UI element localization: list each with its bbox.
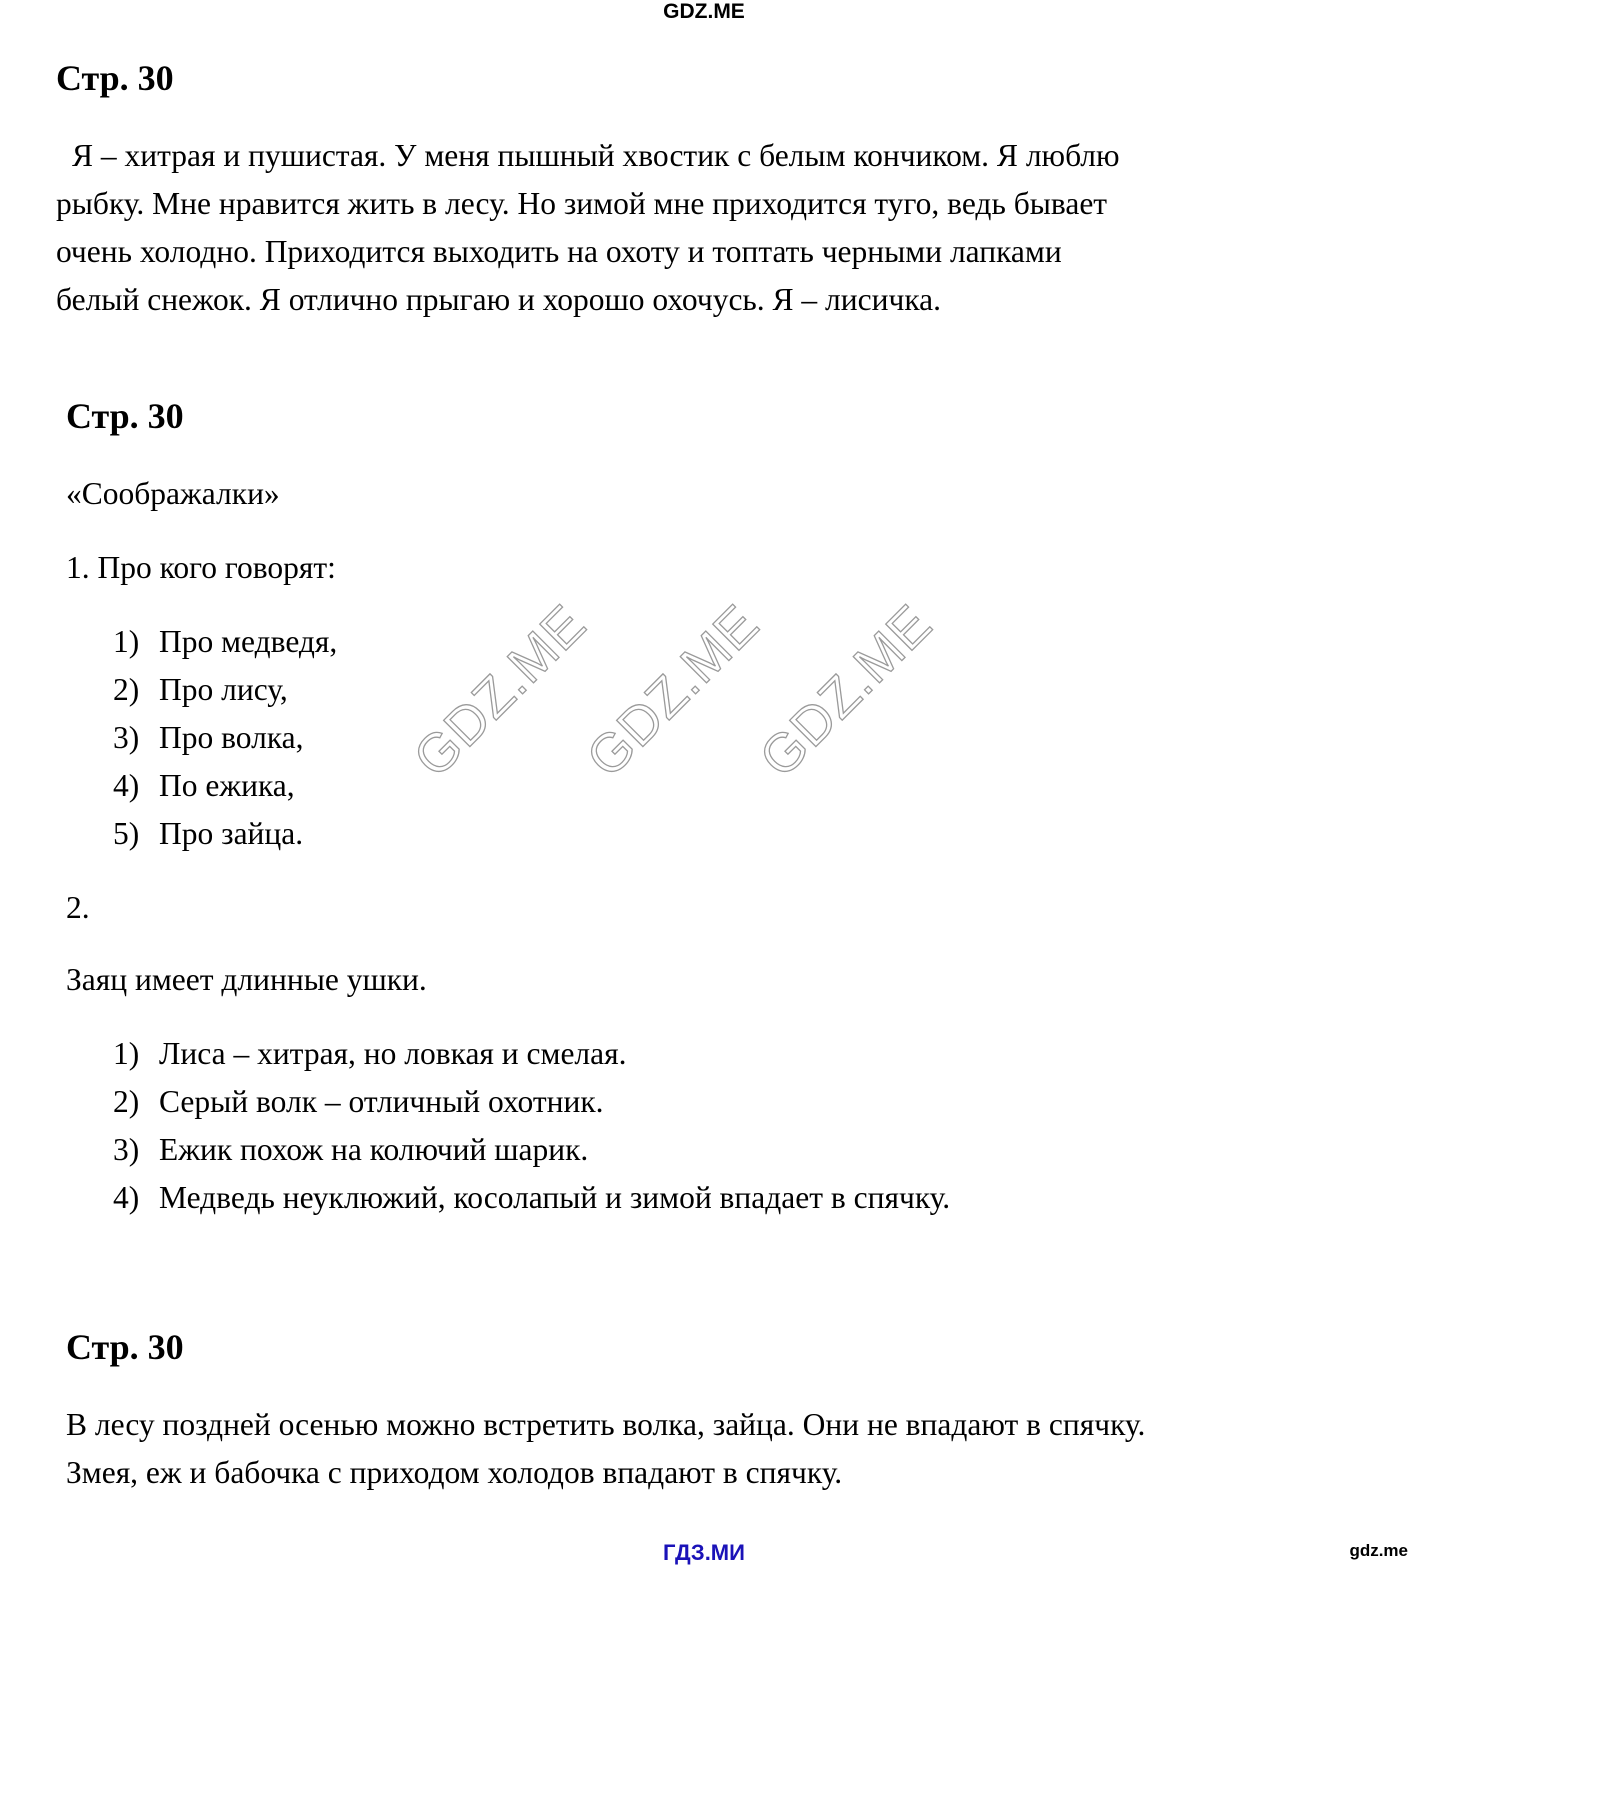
task-1-label: 1. Про кого говорят: <box>66 550 336 585</box>
list-item-number: 1) <box>113 624 140 659</box>
paragraph-line: белый снежок. Я отлично прыгаю и хорошо охочусь. Я – лисичка. <box>56 282 941 317</box>
list-item-text: Про зайца. <box>159 816 304 851</box>
watermark-text: GDZ.ME <box>748 593 944 789</box>
list-item-text: Лиса – хитрая, но ловкая и смелая. <box>159 1036 627 1071</box>
list-item-text: Ежик похож на колючий шарик. <box>159 1132 589 1167</box>
list-item-number: 1) <box>113 1036 140 1071</box>
section-3-heading: Стр. 30 <box>66 1327 184 1367</box>
paragraph-line: очень холодно. Приходится выходить на охоту и топтать черными лапками <box>56 234 1062 269</box>
list-item-number: 2) <box>113 672 140 707</box>
task-2-list <box>113 1030 950 1222</box>
section-1-paragraph <box>56 132 1356 324</box>
list-item-text: Про медведя, <box>159 624 338 659</box>
paragraph-line: В лесу поздней осенью можно встретить волка, зайца. Они не впадают в спячку. <box>66 1407 1146 1442</box>
section-3-paragraph <box>66 1401 1386 1497</box>
list-item-number: 4) <box>113 768 140 803</box>
list-item <box>113 666 337 714</box>
list-item-number: 3) <box>113 1132 140 1167</box>
list-item-text: Про волка, <box>159 720 304 755</box>
section-1-heading: Стр. 30 <box>56 58 174 98</box>
list-item <box>113 1078 950 1126</box>
list-item <box>113 618 337 666</box>
watermark-text: GDZ.ME <box>402 593 598 789</box>
list-item-number: 5) <box>113 816 140 851</box>
list-item-text: Серый волк – отличный охотник. <box>159 1084 604 1119</box>
list-item-number: 3) <box>113 720 140 755</box>
list-item-number: 2) <box>113 1084 140 1119</box>
paragraph-line: Я – хитрая и пушистая. У меня пышный хвостик с белым кончиком. Я люблю <box>72 138 1120 173</box>
list-item-text: По ежика, <box>159 768 295 803</box>
list-item-text: Про лису, <box>159 672 288 707</box>
list-item-number: 4) <box>113 1180 140 1215</box>
watermark-text: GDZ.ME <box>575 593 771 789</box>
list-item <box>113 1030 950 1078</box>
list-item <box>113 1174 950 1222</box>
paragraph-line: Змея, еж и бабочка с приходом холодов впадают в спячку. <box>66 1455 843 1490</box>
section-2-heading: Стр. 30 <box>66 396 184 436</box>
task-2-label: 2. <box>66 890 90 925</box>
paragraph-line: рыбку. Мне нравится жить в лесу. Но зимой мне приходится туго, ведь бывает <box>56 186 1108 221</box>
footer-brand: ГДЗ.МИ <box>663 1540 745 1565</box>
list-item <box>113 762 337 810</box>
header-brand: GDZ.ME <box>663 0 745 23</box>
corner-brand: gdz.me <box>1349 1541 1408 1560</box>
task-2-intro: Заяц имеет длинные ушки. <box>66 962 427 997</box>
task-1-list <box>113 618 337 858</box>
list-item <box>113 1126 950 1174</box>
list-item <box>113 714 337 762</box>
list-item <box>113 810 337 858</box>
section-2-subtitle: «Соображалки» <box>66 476 280 511</box>
list-item-text: Медведь неуклюжий, косолапый и зимой впадает в спячку. <box>159 1180 951 1215</box>
